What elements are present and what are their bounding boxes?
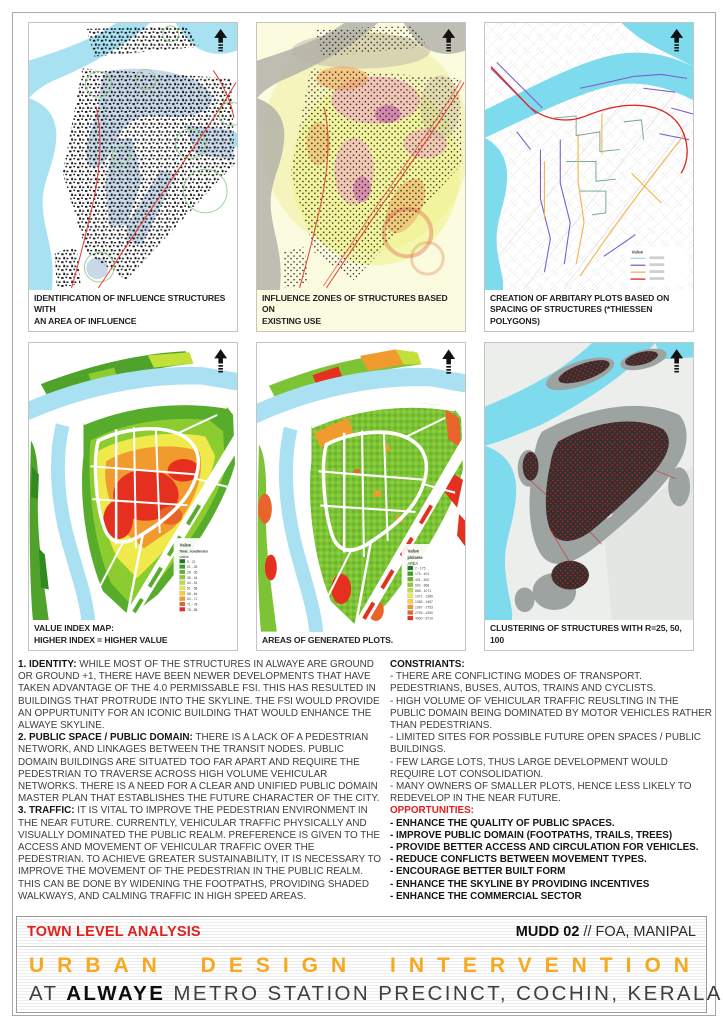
panel-caption bbox=[257, 632, 465, 650]
generated-plots-map-svg bbox=[257, 343, 465, 632]
svg-text:58 - 64: 58 - 64 bbox=[186, 591, 198, 596]
map-influence-zones bbox=[257, 23, 465, 290]
map-identification bbox=[29, 23, 237, 290]
constraints-heading: CONSTRIANTS: bbox=[390, 659, 465, 670]
public-space-body: THERE IS A LACK OF A PEDESTRIAN NETWORK, AND LINKAGES BETWEEN THE TRANSIT NODES. PUBLIC DOMAIN BUILDINGS ARE SITUATED TOO FAR APART AND REQUIRE THE PEDESTRIAN TO TRAVERSE ACROSS HIGH VOLUME VEHICULAR NETWORKS. THERE IS A NEED FOR A CLEAR AND UNIFIED PUBLIC DOMAIN MASTER PLAN THAT ESTABLISHES THE FUTURE CHARACTER OF THE CITY. bbox=[18, 732, 380, 805]
section-label: TOWN LEVEL ANALYSIS bbox=[27, 923, 201, 940]
course-institution: // FOA, MANIPAL bbox=[579, 923, 696, 940]
public-space-paragraph bbox=[18, 732, 382, 805]
traffic-heading: 3. TRAFFIC: bbox=[18, 805, 75, 817]
identity-paragraph bbox=[18, 659, 382, 732]
opportunity-item: - REDUCE CONFLICTS BETWEEN MOVEMENT TYPES. bbox=[390, 854, 647, 866]
caption-line: CREATION OF ARBITARY PLOTS BASED ON bbox=[490, 292, 670, 303]
opportunity-item: - ENCOURAGE BETTER BUILT FORM bbox=[390, 866, 566, 878]
legend-subtitle: plotarea bbox=[407, 554, 423, 560]
legend bbox=[626, 246, 687, 286]
svg-text:4300 - 8719: 4300 - 8719 bbox=[414, 616, 433, 621]
title-banner bbox=[16, 916, 723, 1013]
svg-text:602 - 868: 602 - 868 bbox=[414, 583, 430, 588]
opportunity-item: - ENHANCE THE QUALITY OF PUBLIC SPACES. bbox=[390, 817, 615, 829]
svg-text:0 - 21: 0 - 21 bbox=[186, 559, 196, 564]
opportunity-item: - PROVIDE BETTER ACCESS AND CIRCULATION FOR VEHICLES. bbox=[390, 842, 699, 854]
svg-text:28 - 36: 28 - 36 bbox=[186, 570, 198, 575]
thiessen-map-svg bbox=[485, 23, 693, 290]
svg-text:2 - 175: 2 - 175 bbox=[414, 566, 426, 571]
map-value-index bbox=[29, 343, 237, 620]
caption-line: AREAS OF GENERATED PLOTS. bbox=[262, 634, 394, 645]
svg-text:64 - 71: 64 - 71 bbox=[186, 597, 198, 602]
svg-text:44 - 51: 44 - 51 bbox=[186, 581, 198, 586]
map-generated-plots bbox=[257, 343, 465, 632]
identity-body: WHILE MOST OF THE STRUCTURES IN ALWAYE ARE GROUND OR GROUND +1, THERE HAVE BEEN NEWER DEVELOPMENTS THAT HAVE TAKEN ADVANTAGE OF THE 4.0 PERMISSABLE FSI. THIS HAS RESULTED IN BUILDINGS THAT PROTRUDE INTO THE SKYLINE. THE FSI WOULD PROVIDE AN OPPURTUNITY FOR AN ICONIC BUILDING THAT WOULD ENHANCE THE ALWAYE SKYLINE. bbox=[18, 659, 380, 732]
constraint-item: - MANY OWNERS OF SMALLER PLOTS, HENCE LESS LIKELY TO REDEVELOP IN THE NEAR FUTURE. bbox=[390, 781, 692, 805]
map-row-top bbox=[28, 22, 695, 332]
caption-line: IDENTIFICATION OF INFLUENCE STRUCTURES WITH bbox=[34, 292, 226, 315]
subtitle-place-name: ALWAYE bbox=[66, 982, 166, 1005]
identity-heading: 1. IDENTITY: bbox=[18, 659, 77, 670]
banner-top-row bbox=[17, 917, 706, 947]
constraint-item: - THERE ARE CONFLICTING MODES OF TRANSPORT. PEDESTRIANS, BUSES, AUTOS, TRAINS AND CYCLISTS. bbox=[390, 671, 656, 695]
caption-line: SPACING OF STRUCTURES (*THIESSEN POLYGONS) bbox=[490, 304, 653, 326]
caption-line: VALUE INDEX MAP: bbox=[34, 623, 114, 634]
svg-text:1385 - 1967: 1385 - 1967 bbox=[414, 599, 433, 605]
identification-map-svg bbox=[29, 23, 237, 290]
svg-text:175 - 401: 175 - 401 bbox=[414, 572, 430, 577]
map-panel-clustering bbox=[484, 342, 694, 651]
caption-line: AN AREA OF INFLUENCE bbox=[34, 315, 137, 326]
panel-caption bbox=[257, 290, 465, 331]
map-panel-thiessen bbox=[484, 22, 694, 332]
legend-title: Value bbox=[407, 548, 419, 554]
traffic-body: IT IS VITAL TO IMPROVE THE PEDESTRIAN ENVIRONMENT IN THE NEAR FUTURE. CURRENTLY, VEHICULAR TRAFFIC PHYSICALLY AND VISUALLY DOMINATED THE PUBLIC REALM. PREFERENCE IS GIVEN TO THE ACCESS AND MOVEMENT OF VEHICULAR TRAFFIC OVER THE PEDESTRIAN. TO ACHIEVE GREATER SUSTAINABILITY, IT IS NECESSARY TO IMPROVE THE MOVEMENT OF THE PEDESTRIAN IN THE PUBLIC REALM. THIS CAN BE DONE BY WIDENING THE FOOTPATHS, PROVIDING SHADED WALKWAYS, AND CALMING TRAFFIC IN HIGH SPEED AREAS. bbox=[18, 805, 382, 902]
svg-text:868 - 1071: 868 - 1071 bbox=[414, 588, 432, 593]
caption-line: INFLUENCE ZONES OF STRUCTURES BASED ON bbox=[262, 292, 448, 315]
map-panel-generated-plots bbox=[256, 342, 466, 651]
course-code: MUDD 02 bbox=[515, 923, 580, 940]
map-row-bottom bbox=[28, 342, 695, 651]
influence-zones-map-svg bbox=[257, 23, 465, 290]
clustering-map-svg bbox=[485, 343, 693, 620]
legend bbox=[402, 544, 461, 625]
svg-text:36 - 44: 36 - 44 bbox=[186, 575, 198, 580]
caption-line: CLUSTERING OF STRUCTURES WITH R=25, 50, 100 bbox=[490, 623, 682, 645]
public-space-heading: 2. PUBLIC SPACE / PUBLIC DOMAIN: bbox=[18, 732, 193, 744]
course-label bbox=[516, 924, 696, 940]
traffic-paragraph bbox=[18, 805, 382, 903]
value-index-map-svg bbox=[29, 343, 237, 620]
map-clustering bbox=[485, 343, 693, 620]
opportunity-item: - IMPROVE PUBLIC DOMAIN (FOOTPATHS, TRAILS, TREES) bbox=[390, 829, 673, 841]
constraint-item: - LIMITED SITES FOR POSSIBLE FUTURE OPEN SPACES / PUBLIC BUILDINGS. bbox=[390, 732, 701, 756]
svg-text:78 - 85: 78 - 85 bbox=[186, 607, 198, 612]
poster-subtitle: AT ALWAYE METRO STATION PRECINCT, COCHIN, KERALA bbox=[29, 982, 723, 1005]
analysis-right-column bbox=[390, 659, 712, 903]
svg-text:1071 - 1385: 1071 - 1385 bbox=[414, 594, 433, 599]
map-panel-influence-zones bbox=[256, 22, 466, 332]
svg-text:21 - 28: 21 - 28 bbox=[186, 565, 198, 570]
panel-caption bbox=[485, 620, 693, 650]
legend-title: Value bbox=[631, 249, 643, 255]
svg-text:1967 - 2753: 1967 - 2753 bbox=[414, 605, 433, 610]
legend-field: value bbox=[179, 554, 189, 560]
caption-line: EXISTING USE bbox=[262, 315, 321, 326]
constraint-item: - HIGH VOLUME OF VEHICULAR TRAFFIC REUSLTING IN THE PUBLIC DOMAIN BEING DOMINATED BY MOTOR VEHICLES RATHER THAN PEDESTRIANS. bbox=[390, 695, 712, 732]
opportunity-item: - ENHANCE THE SKYLINE BY PROVIDING INCENTIVES bbox=[390, 878, 650, 890]
legend bbox=[174, 538, 233, 614]
constraint-item: - FEW LARGE LOTS, THUS LARGE DEVELOPMENT WOULD REQUIRE LOT CONSOLIDATION. bbox=[390, 756, 668, 780]
legend-field: AREA bbox=[407, 560, 419, 566]
panel-caption bbox=[29, 620, 237, 650]
map-panel-value-index bbox=[28, 342, 238, 651]
opportunities-heading: OPPORTUNITIES: bbox=[390, 805, 474, 817]
map-panel-identification bbox=[28, 22, 238, 332]
legend-title: Value bbox=[179, 542, 191, 548]
panel-caption bbox=[29, 290, 237, 331]
caption-line: HIGHER INDEX = HIGHER VALUE bbox=[34, 634, 168, 645]
opportunity-item: - ENHANCE THE COMMERCIAL SECTOR bbox=[390, 890, 582, 902]
analysis-text bbox=[18, 659, 712, 903]
svg-text:71 - 78: 71 - 78 bbox=[186, 602, 198, 607]
svg-text:2753 - 4300: 2753 - 4300 bbox=[414, 611, 433, 616]
panel-caption bbox=[485, 290, 693, 331]
svg-text:401 - 602: 401 - 602 bbox=[414, 577, 430, 582]
map-thiessen bbox=[485, 23, 693, 290]
analysis-left-column bbox=[18, 659, 382, 903]
svg-text:51 - 58: 51 - 58 bbox=[186, 586, 198, 591]
legend-subtitle: final_roadindex bbox=[179, 548, 209, 554]
poster-title: URBAN DESIGN INTERVENTION bbox=[29, 954, 702, 977]
